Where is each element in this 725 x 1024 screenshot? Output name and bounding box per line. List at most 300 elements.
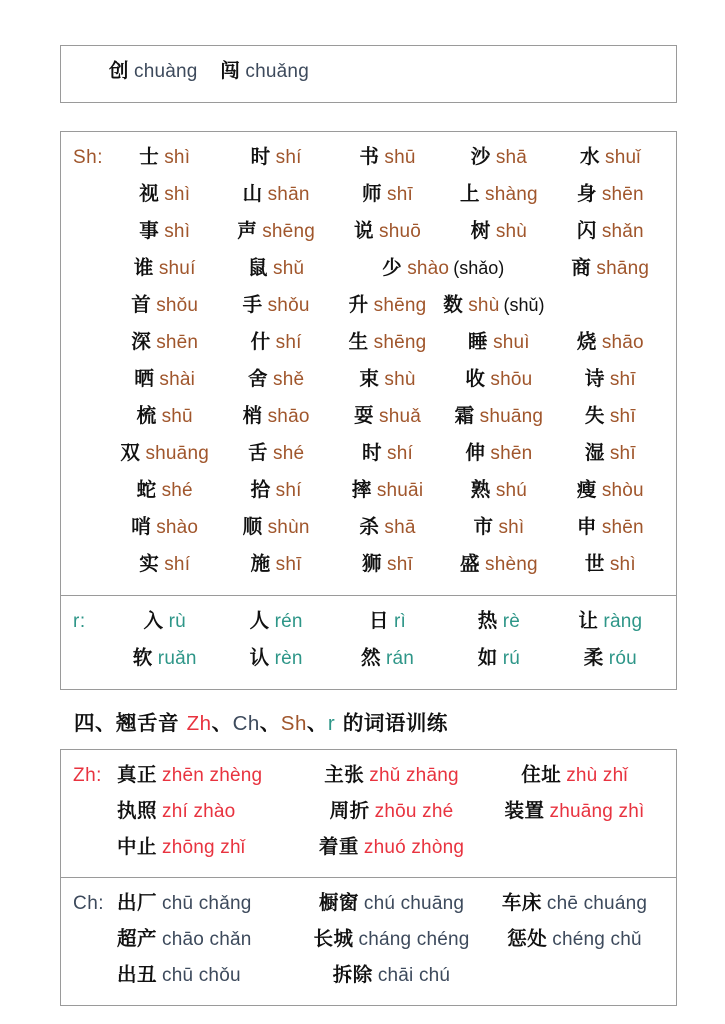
hanzi: 身 bbox=[576, 182, 597, 205]
pinyin: chū chǎng bbox=[162, 893, 252, 914]
entry-cell bbox=[443, 437, 554, 465]
pinyin: shuǐ bbox=[605, 147, 641, 168]
entry-cell bbox=[443, 511, 554, 539]
entry-cell bbox=[483, 759, 666, 787]
heading-ch: Ch bbox=[232, 712, 260, 735]
pinyin: shǒu bbox=[267, 295, 310, 316]
entry-cell bbox=[109, 363, 220, 391]
ch-label: Ch: bbox=[73, 893, 105, 914]
heading-sh: Sh bbox=[280, 712, 307, 735]
hanzi: 诗 bbox=[584, 367, 605, 390]
pinyin: shě bbox=[273, 369, 305, 390]
entry-cell bbox=[300, 831, 483, 859]
pinyin: shōu bbox=[490, 369, 533, 390]
pinyin: shuāng bbox=[479, 406, 544, 427]
pinyin: shān bbox=[267, 184, 310, 205]
zh-label: Zh: bbox=[73, 765, 102, 786]
pinyin: shēn bbox=[156, 332, 199, 353]
entry-cell bbox=[483, 795, 666, 823]
entry-cell bbox=[555, 141, 666, 169]
entry-cells bbox=[109, 289, 666, 317]
entry-cell bbox=[220, 511, 331, 539]
entry-cell bbox=[483, 887, 666, 915]
pinyin: shèng bbox=[485, 554, 538, 575]
entry-row bbox=[61, 400, 676, 437]
hanzi: 少 bbox=[382, 256, 403, 279]
hanzi: 拆除 bbox=[332, 963, 373, 986]
entry-cell bbox=[443, 474, 554, 502]
hanzi: 晒 bbox=[134, 367, 155, 390]
pinyin: shǔ bbox=[273, 258, 305, 279]
entry-row bbox=[61, 326, 676, 363]
entry-cells bbox=[109, 437, 666, 465]
hanzi: 拾 bbox=[250, 478, 271, 501]
entry-cell bbox=[300, 887, 483, 915]
hanzi: 申 bbox=[576, 515, 597, 538]
entry-cells bbox=[109, 605, 666, 633]
entry-cell bbox=[555, 215, 666, 243]
hanzi: 主张 bbox=[324, 763, 365, 786]
pinyin: shēng bbox=[373, 332, 427, 353]
entry-cells bbox=[109, 215, 666, 243]
hanzi: 中止 bbox=[117, 835, 158, 858]
entry-cell bbox=[109, 252, 220, 280]
hanzi: 市 bbox=[473, 515, 494, 538]
entry-cell bbox=[332, 215, 443, 243]
hanzi: 上 bbox=[460, 182, 481, 205]
sh-rowgroup bbox=[61, 132, 676, 595]
entry-cells bbox=[117, 887, 666, 915]
pinyin-alt: (shǔ) bbox=[503, 295, 545, 315]
hanzi: 士 bbox=[139, 145, 160, 168]
entry-cell bbox=[483, 923, 666, 951]
hanzi: 热 bbox=[477, 609, 498, 632]
hanzi: 创 bbox=[109, 59, 130, 82]
entry-row bbox=[61, 252, 676, 289]
hanzi: 闯 bbox=[220, 59, 241, 82]
entry-cells bbox=[109, 178, 666, 206]
hanzi: 什 bbox=[250, 330, 271, 353]
hanzi: 出厂 bbox=[117, 891, 158, 914]
hanzi: 人 bbox=[249, 609, 270, 632]
pinyin: shī bbox=[609, 443, 636, 464]
hanzi: 伸 bbox=[465, 441, 486, 464]
entry-cell bbox=[443, 141, 554, 169]
entry-cell bbox=[109, 141, 220, 169]
entry-row bbox=[61, 831, 676, 867]
pinyin: shí bbox=[164, 554, 191, 575]
pinyin: shuō bbox=[379, 221, 422, 242]
hanzi: 出丑 bbox=[117, 963, 158, 986]
pinyin: ràng bbox=[603, 611, 643, 632]
heading-sep: 、 bbox=[211, 711, 233, 735]
pinyin: rén bbox=[274, 611, 303, 632]
pinyin: shēn bbox=[601, 517, 644, 538]
entry-cell bbox=[109, 474, 220, 502]
heading-prefix: 四、翘舌音 bbox=[74, 711, 187, 735]
entry-cell bbox=[220, 400, 331, 428]
hanzi: 霜 bbox=[454, 404, 475, 427]
entry-cell bbox=[220, 215, 331, 243]
entry-cell bbox=[443, 326, 554, 354]
entry-row bbox=[61, 55, 676, 92]
pinyin: shé bbox=[161, 480, 193, 501]
pinyin: chuàng bbox=[134, 61, 198, 82]
entry-cell bbox=[555, 642, 666, 670]
hanzi: 书 bbox=[359, 145, 380, 168]
entry-cells bbox=[109, 326, 666, 354]
pinyin: shāng bbox=[596, 258, 650, 279]
pinyin: shǒu bbox=[156, 295, 199, 316]
pinyin: shuì bbox=[493, 332, 530, 353]
entry-cells bbox=[109, 511, 666, 539]
hanzi: 手 bbox=[242, 293, 263, 316]
pinyin: shū bbox=[384, 147, 416, 168]
hanzi: 真正 bbox=[117, 763, 158, 786]
entry-cells bbox=[117, 923, 666, 951]
entry-cell bbox=[109, 326, 220, 354]
entry-row bbox=[61, 795, 676, 831]
ch-rowgroup bbox=[61, 878, 676, 1005]
entry-cell bbox=[332, 605, 443, 633]
hanzi: 入 bbox=[143, 609, 164, 632]
entry-cells bbox=[109, 363, 666, 391]
entry-cells bbox=[109, 400, 666, 428]
entry-cell bbox=[555, 326, 666, 354]
hanzi: 事 bbox=[139, 219, 160, 242]
pinyin: shú bbox=[495, 480, 528, 501]
hanzi: 着重 bbox=[318, 835, 359, 858]
entry-cell bbox=[220, 363, 331, 391]
entry-cell bbox=[443, 363, 554, 391]
pinyin: chāo chǎn bbox=[162, 929, 252, 950]
entry-cell bbox=[117, 795, 300, 823]
entry-row bbox=[61, 178, 676, 215]
pinyin: shuāi bbox=[376, 480, 424, 501]
entry-cell bbox=[220, 548, 331, 576]
entry-cell bbox=[117, 759, 300, 787]
hanzi: 实 bbox=[139, 552, 160, 575]
entry-cell bbox=[109, 178, 220, 206]
pinyin: chē chuáng bbox=[546, 893, 648, 914]
pinyin: chú chuāng bbox=[363, 893, 465, 914]
entry-cell bbox=[332, 178, 443, 206]
pinyin: shēn bbox=[490, 443, 533, 464]
hanzi: 睡 bbox=[468, 330, 489, 353]
entry-cell bbox=[117, 831, 300, 859]
hanzi: 水 bbox=[579, 145, 600, 168]
entry-cell bbox=[443, 178, 554, 206]
pinyin: cháng chéng bbox=[358, 929, 470, 950]
entry-cell bbox=[555, 474, 666, 502]
heading-suffix: 的词语训练 bbox=[335, 711, 448, 735]
entry-cell bbox=[332, 363, 443, 391]
pinyin: shàng bbox=[485, 184, 538, 205]
pinyin: chū chǒu bbox=[162, 965, 241, 986]
hanzi: 施 bbox=[250, 552, 271, 575]
entry-cell bbox=[555, 252, 666, 280]
entry-row bbox=[61, 215, 676, 252]
pinyin: shào bbox=[407, 258, 450, 279]
gap bbox=[60, 103, 677, 131]
entry-cell bbox=[220, 605, 331, 633]
hanzi: 生 bbox=[348, 330, 369, 353]
pinyin: shài bbox=[159, 369, 196, 390]
hanzi: 周折 bbox=[329, 799, 370, 822]
hanzi: 蛇 bbox=[136, 478, 157, 501]
entry-cell bbox=[220, 289, 331, 317]
entry-cell bbox=[300, 795, 483, 823]
pinyin: róu bbox=[608, 648, 637, 669]
entry-row bbox=[61, 959, 676, 995]
hanzi: 升 bbox=[348, 293, 369, 316]
entry-cell bbox=[332, 252, 555, 280]
entry-cells bbox=[109, 474, 666, 502]
hanzi: 长城 bbox=[313, 927, 354, 950]
hanzi: 烧 bbox=[576, 330, 597, 353]
entry-cell bbox=[555, 437, 666, 465]
pinyin: zhù zhǐ bbox=[566, 765, 628, 786]
pinyin: shuǎ bbox=[379, 406, 422, 427]
hanzi: 摔 bbox=[351, 478, 372, 501]
pinyin: shēng bbox=[262, 221, 315, 242]
pinyin: rán bbox=[385, 648, 415, 669]
hanzi: 盛 bbox=[460, 552, 481, 575]
entry-row bbox=[61, 642, 676, 679]
pinyin: zhōng zhǐ bbox=[162, 837, 246, 858]
entry-cell bbox=[332, 400, 443, 428]
pinyin: shì bbox=[498, 517, 525, 538]
hanzi: 山 bbox=[242, 182, 263, 205]
heading-zh: Zh bbox=[186, 712, 212, 735]
hanzi: 哨 bbox=[131, 515, 152, 538]
entry-cell bbox=[300, 923, 483, 951]
entry-cell bbox=[109, 511, 220, 539]
hanzi: 收 bbox=[465, 367, 486, 390]
hanzi: 首 bbox=[131, 293, 152, 316]
entry-row bbox=[61, 141, 676, 178]
pinyin: shī bbox=[609, 406, 636, 427]
hanzi: 闪 bbox=[576, 219, 597, 242]
entry-cell bbox=[220, 642, 331, 670]
entry-cell bbox=[220, 178, 331, 206]
pinyin: ruǎn bbox=[157, 648, 197, 669]
pinyin: shí bbox=[275, 480, 302, 501]
entry-cell bbox=[332, 511, 443, 539]
pinyin: rì bbox=[394, 611, 407, 632]
pinyin-alt: (shǎo) bbox=[453, 258, 505, 278]
entry-row bbox=[61, 548, 676, 585]
entry-cells bbox=[117, 831, 666, 859]
entry-row bbox=[61, 605, 676, 642]
entry-cell bbox=[109, 55, 220, 83]
entry-cell bbox=[443, 289, 666, 317]
entry-row bbox=[61, 289, 676, 326]
pinyin: shé bbox=[273, 443, 305, 464]
entry-cell bbox=[117, 923, 300, 951]
pinyin: rè bbox=[502, 611, 521, 632]
entry-cell bbox=[332, 289, 443, 317]
entry-row bbox=[61, 759, 676, 795]
entry-cells bbox=[109, 252, 666, 280]
entry-cell bbox=[220, 141, 331, 169]
hanzi: 如 bbox=[477, 646, 498, 669]
entry-cell bbox=[443, 642, 554, 670]
entry-cell bbox=[220, 474, 331, 502]
entry-cells bbox=[117, 959, 666, 987]
pinyin: shùn bbox=[267, 517, 310, 538]
pinyin: rú bbox=[502, 648, 521, 669]
entry-cells bbox=[117, 795, 666, 823]
entry-cell bbox=[220, 437, 331, 465]
entry-cell bbox=[220, 326, 331, 354]
entry-cells bbox=[109, 141, 666, 169]
hanzi: 顺 bbox=[242, 515, 263, 538]
pinyin: shī bbox=[387, 184, 413, 205]
pinyin: shù bbox=[495, 221, 528, 242]
pinyin: chāi chú bbox=[377, 965, 451, 986]
entry-cell bbox=[555, 548, 666, 576]
hanzi: 杀 bbox=[359, 515, 380, 538]
hanzi: 深 bbox=[131, 330, 152, 353]
pinyin: shāo bbox=[601, 332, 644, 353]
chuang-rowgroup bbox=[61, 46, 676, 102]
pinyin: shì bbox=[164, 184, 191, 205]
pinyin: rù bbox=[168, 611, 186, 632]
entry-cell bbox=[109, 548, 220, 576]
hanzi: 执照 bbox=[117, 799, 158, 822]
hanzi: 梳 bbox=[136, 404, 157, 427]
hanzi: 瘦 bbox=[576, 478, 597, 501]
entry-cell bbox=[300, 959, 483, 987]
entry-cell bbox=[443, 548, 554, 576]
pinyin: shuāng bbox=[145, 443, 209, 464]
pinyin: shí bbox=[275, 147, 302, 168]
hanzi: 装置 bbox=[504, 799, 545, 822]
pinyin: shāo bbox=[267, 406, 310, 427]
pinyin: zhí zhào bbox=[162, 801, 236, 822]
hanzi: 橱窗 bbox=[318, 891, 359, 914]
pinyin: shí bbox=[387, 443, 413, 464]
pinyin: shù bbox=[468, 295, 500, 316]
zh-ch-box bbox=[60, 749, 677, 1006]
heading-r: r bbox=[327, 712, 336, 735]
section-heading bbox=[60, 690, 677, 749]
entry-row bbox=[61, 511, 676, 548]
hanzi: 让 bbox=[578, 609, 599, 632]
entry-cell bbox=[109, 215, 220, 243]
entry-row bbox=[61, 437, 676, 474]
pinyin: shī bbox=[275, 554, 302, 575]
pinyin: chéng chǔ bbox=[552, 929, 642, 950]
hanzi: 商 bbox=[571, 256, 592, 279]
hanzi: 日 bbox=[369, 609, 390, 632]
entry-row bbox=[61, 474, 676, 511]
entry-cells bbox=[109, 548, 666, 576]
entry-cells bbox=[109, 642, 666, 670]
entry-cell bbox=[109, 437, 220, 465]
entry-cell bbox=[555, 363, 666, 391]
hanzi: 树 bbox=[470, 219, 491, 242]
pinyin: shí bbox=[275, 332, 302, 353]
hanzi: 视 bbox=[139, 182, 160, 205]
pinyin: zhuó zhòng bbox=[363, 837, 465, 858]
entry-cells bbox=[109, 55, 666, 83]
entry-cell bbox=[117, 959, 300, 987]
sh-r-box bbox=[60, 131, 677, 690]
pinyin: shā bbox=[384, 517, 416, 538]
entry-cell bbox=[555, 605, 666, 633]
entry-cell bbox=[332, 474, 443, 502]
entry-cell bbox=[109, 400, 220, 428]
hanzi: 然 bbox=[360, 646, 381, 669]
entry-cell bbox=[332, 141, 443, 169]
hanzi: 失 bbox=[584, 404, 605, 427]
entry-cell bbox=[117, 887, 300, 915]
entry-cell bbox=[220, 55, 331, 83]
entry-cell bbox=[332, 642, 443, 670]
hanzi: 世 bbox=[584, 552, 605, 575]
pinyin: zhǔ zhāng bbox=[369, 765, 459, 786]
entry-cell bbox=[443, 215, 554, 243]
hanzi: 软 bbox=[132, 646, 153, 669]
hanzi: 谁 bbox=[133, 256, 154, 279]
entry-cell bbox=[332, 437, 443, 465]
pinyin: shì bbox=[164, 221, 191, 242]
hanzi: 舍 bbox=[247, 367, 268, 390]
pinyin: shào bbox=[156, 517, 199, 538]
hanzi: 狮 bbox=[362, 552, 383, 575]
hanzi: 鼠 bbox=[247, 256, 268, 279]
entry-cell bbox=[555, 178, 666, 206]
pinyin: shā bbox=[495, 147, 528, 168]
pinyin: shī bbox=[387, 554, 413, 575]
hanzi: 数 bbox=[443, 293, 464, 316]
entry-cell bbox=[443, 400, 554, 428]
hanzi: 耍 bbox=[354, 404, 375, 427]
hanzi: 说 bbox=[354, 219, 375, 242]
r-rowgroup bbox=[61, 596, 676, 689]
entry-cell bbox=[109, 642, 220, 670]
pinyin: zhōu zhé bbox=[374, 801, 454, 822]
hanzi: 舌 bbox=[247, 441, 268, 464]
heading-sep: 、 bbox=[306, 711, 328, 735]
entry-cell bbox=[555, 511, 666, 539]
hanzi: 时 bbox=[362, 441, 383, 464]
entry-cell bbox=[109, 605, 220, 633]
pinyin: shēn bbox=[601, 184, 644, 205]
pinyin: shū bbox=[161, 406, 193, 427]
entry-row bbox=[61, 887, 676, 923]
chuang-box bbox=[60, 45, 677, 103]
hanzi: 束 bbox=[359, 367, 380, 390]
hanzi: 认 bbox=[249, 646, 270, 669]
entry-cells bbox=[117, 759, 666, 787]
hanzi: 双 bbox=[120, 441, 141, 464]
r-label: r: bbox=[73, 611, 86, 632]
pinyin: shǎn bbox=[601, 221, 644, 242]
pinyin: rèn bbox=[274, 648, 303, 669]
entry-cell bbox=[332, 326, 443, 354]
entry-cell bbox=[555, 400, 666, 428]
hanzi: 沙 bbox=[470, 145, 491, 168]
entry-row bbox=[61, 363, 676, 400]
pinyin: shī bbox=[609, 369, 636, 390]
entry-cell bbox=[300, 759, 483, 787]
entry-cell bbox=[332, 548, 443, 576]
entry-cell bbox=[109, 289, 220, 317]
hanzi: 师 bbox=[362, 182, 383, 205]
